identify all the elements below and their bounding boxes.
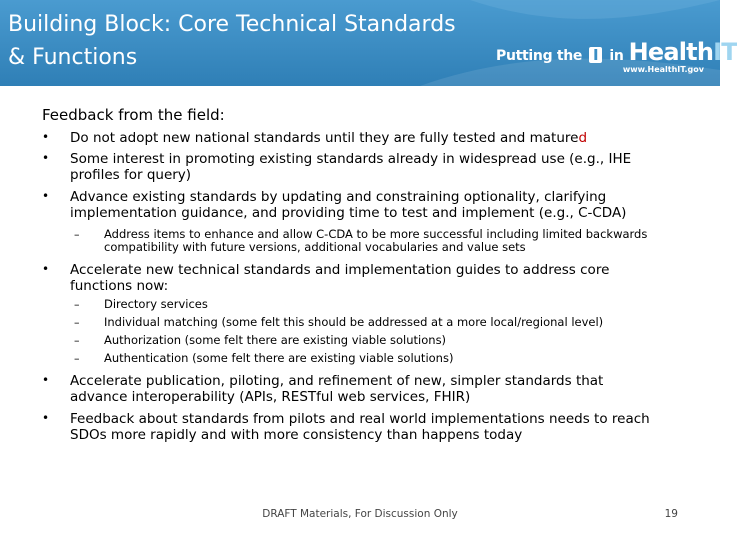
sub-bullet-text: Address items to enhance and allow C-CDA to be more successful including limited backwards compatibility with future versions, additional vocabularies and value sets	[104, 227, 648, 254]
bullet-text: Some interest in promoting existing standards already in widespread use (e.g., IHE profiles for query)	[70, 151, 632, 183]
bullet-mark: •	[42, 151, 50, 165]
page-title	[8, 8, 488, 74]
logo-wordmark	[496, 38, 737, 66]
page-number: 19	[664, 508, 678, 520]
bullet-text: Feedback about standards from pilots and real world implementations needs to reach SDOs more rapidly and with more consistency than happens today	[70, 411, 650, 443]
sub-bullet-text: Authorization (some felt there are existing viable solutions)	[104, 333, 447, 347]
logo-in-text: in	[609, 48, 624, 64]
title-line-1: Building Block: Core Technical Standards	[8, 12, 456, 37]
bullet-text: Advance existing standards by updating and constraining optionality, clarifying implementation guidance, and providing time to test and implement (e.g., C-CDA)	[70, 189, 627, 221]
bullet-text: Accelerate new technical standards and implementation guides to address core functions now:	[70, 262, 610, 294]
sub-bullet-mark: –	[74, 316, 80, 329]
bullet-mark: •	[42, 130, 50, 144]
sub-bullet-mark: –	[74, 228, 80, 241]
bullet-mark: •	[42, 373, 50, 387]
sub-bullet-text: Individual matching (some felt this should be addressed at a more local/regional level)	[104, 315, 604, 329]
logo-i-box: I	[589, 47, 602, 63]
logo-health-text: Health	[628, 38, 714, 66]
bullet-mark: •	[42, 189, 50, 203]
sub-bullet-text: Authentication (some felt there are existing viable solutions)	[104, 351, 454, 365]
bullet-text-red-tail: d	[578, 130, 588, 146]
sub-bullet-mark: –	[74, 334, 80, 347]
logo-it-text: IT	[713, 38, 737, 66]
header-banner	[0, 0, 737, 86]
section-title: Feedback from the field:	[42, 106, 225, 124]
bullet-mark: •	[42, 411, 50, 425]
logo-url: www.HealthIT.gov	[622, 65, 704, 74]
bullet-mark: •	[42, 262, 50, 276]
bullet-text	[70, 130, 685, 146]
logo-putting-text: Putting the	[496, 48, 583, 64]
bullet-text: Accelerate publication, piloting, and refinement of new, simpler standards that advance interoperability (APIs, RESTful web services, FHIR)	[70, 373, 604, 405]
sub-bullet-mark: –	[74, 298, 80, 311]
footer-draft-notice: DRAFT Materials, For Discussion Only	[262, 508, 458, 520]
healthit-logo	[496, 34, 737, 80]
title-line-2: & Functions	[8, 45, 138, 70]
sub-bullet-mark: –	[74, 352, 80, 365]
bullet-text-main: Do not adopt new national standards until they are fully tested and mature	[70, 130, 579, 146]
sub-bullet-text: Directory services	[104, 297, 208, 311]
